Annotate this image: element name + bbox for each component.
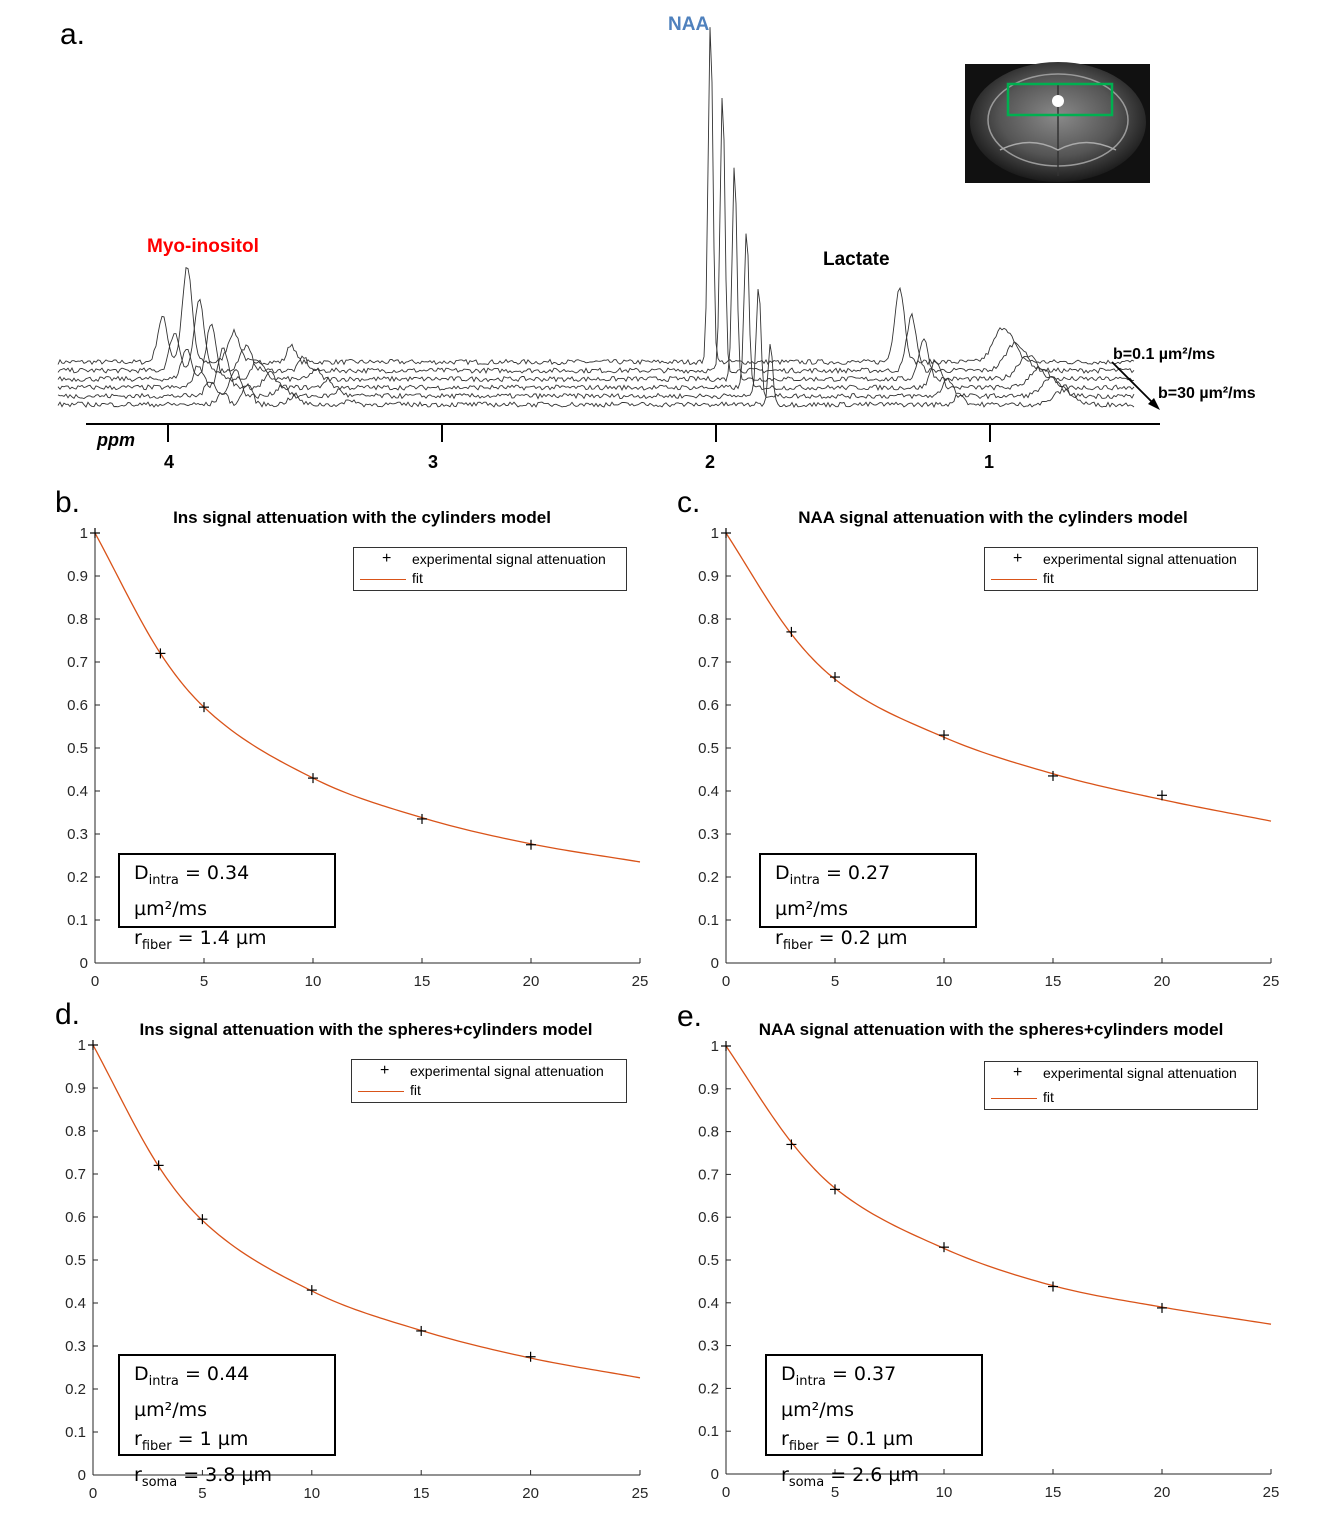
legend-text: experimental signal attenuation — [410, 1063, 604, 1079]
y-tick-label: 0.2 — [698, 1380, 719, 1398]
y-tick-label: 0.7 — [698, 1166, 719, 1184]
peak-label-myo-inositol: Myo-inositol — [147, 236, 259, 257]
x-tick-label: 25 — [631, 973, 649, 990]
y-tick-label: 1 — [710, 1038, 719, 1055]
x-tick-label: 20 — [1153, 1484, 1171, 1501]
y-tick-label: 0.5 — [65, 1252, 86, 1269]
plus-marker-icon: + — [1013, 550, 1023, 567]
x-tick-label: 25 — [1262, 973, 1280, 990]
peak-label-naa: NAA — [668, 14, 710, 35]
y-tick-label: 1 — [79, 525, 88, 542]
y-tick-label: 0.7 — [65, 1166, 86, 1183]
legend-entry-points — [985, 1064, 1257, 1084]
panel-letter: c. — [677, 486, 701, 519]
x-tick-label: 0 — [721, 973, 731, 990]
x-tick-label: 5 — [198, 1485, 207, 1502]
x-tick-label: 20 — [1153, 973, 1171, 990]
y-tick-label: 0.5 — [67, 740, 88, 757]
y-tick-label: 0.1 — [67, 912, 88, 929]
x-tick-label: 15 — [1044, 1484, 1062, 1501]
y-tick-label: 0.2 — [67, 869, 88, 886]
y-tick-label: 1 — [77, 1037, 86, 1054]
y-tick-label: 1 — [710, 525, 719, 542]
x-tick-label: 0 — [721, 1484, 731, 1501]
y-tick-label: 0.8 — [65, 1123, 86, 1140]
parameter-line: $r_{soma} = 2.6$ µm — [781, 1463, 920, 1490]
x-tick-label: 0 — [90, 973, 100, 990]
panel-letter: b. — [55, 486, 81, 519]
y-tick-label: 0.8 — [67, 611, 88, 628]
y-tick-label: 0.6 — [698, 1209, 719, 1227]
x-tick-label: 10 — [303, 1485, 321, 1502]
legend-text: experimental signal attenuation — [412, 551, 606, 567]
chart-title: Ins signal attenuation with the spheres+cylinders model — [139, 1020, 593, 1039]
y-tick-label: 0.2 — [65, 1381, 86, 1398]
chart-title: Ins signal attenuation with the cylinders model — [173, 508, 551, 527]
parameter-line: $D_{intra} = 0.37$ µm²/ms — [781, 1363, 897, 1421]
data-point — [1157, 1303, 1167, 1313]
y-tick-label: 0.8 — [698, 1123, 719, 1141]
y-tick-label: 0.2 — [698, 869, 719, 886]
y-tick-label: 0.7 — [67, 654, 88, 671]
x-tick-label: 10 — [304, 973, 322, 990]
plus-marker-icon: + — [380, 1062, 390, 1079]
b-value-bottom-label: b=30 µm²/ms — [1158, 385, 1256, 402]
ppm-tick-label: 3 — [428, 452, 439, 472]
y-tick-label: 0.4 — [698, 783, 719, 800]
plus-marker-icon: + — [382, 550, 392, 567]
x-tick-label: 0 — [88, 1485, 98, 1502]
y-tick-label: 0.1 — [698, 912, 719, 929]
y-tick-label: 0 — [710, 1466, 719, 1483]
parameter-line: $D_{intra} = 0.34$ µm²/ms — [134, 862, 250, 920]
legend-text: experimental signal attenuation — [1043, 551, 1237, 567]
parameter-line: $r_{fiber} = 0.2$ µm — [775, 926, 908, 953]
y-tick-label: 0.7 — [698, 654, 719, 671]
x-tick-label: 15 — [412, 1485, 430, 1502]
y-tick-label: 0 — [77, 1467, 86, 1484]
peak-label-lactate: Lactate — [823, 249, 890, 270]
y-tick-label: 0.4 — [67, 783, 88, 800]
legend-text: experimental signal attenuation — [1043, 1065, 1237, 1081]
y-tick-label: 0.9 — [65, 1080, 86, 1097]
legend-text: fit — [412, 570, 423, 586]
line-swatch-icon — [991, 1098, 1037, 1099]
x-tick-label: 25 — [1262, 1484, 1280, 1501]
y-tick-label: 0.1 — [698, 1423, 719, 1441]
y-tick-label: 0.5 — [698, 1252, 719, 1269]
y-tick-label: 0.9 — [698, 568, 719, 585]
y-tick-label: 0.6 — [698, 697, 719, 714]
parameter-box — [765, 1354, 983, 1490]
panel-letter: d. — [55, 998, 81, 1031]
parameter-line: $r_{fiber} = 0.1$ µm — [781, 1427, 914, 1454]
y-tick-label: 0.3 — [65, 1338, 86, 1355]
x-tick-label: 25 — [631, 1485, 649, 1502]
x-tick-label: 15 — [413, 973, 431, 990]
parameter-line: $r_{soma} = 3.8$ µm — [134, 1463, 273, 1490]
parameter-line: $r_{fiber} = 1.4$ µm — [134, 926, 267, 953]
x-tick-label: 10 — [935, 973, 953, 990]
y-tick-label: 0.3 — [698, 826, 719, 843]
y-tick-label: 0.4 — [698, 1294, 719, 1312]
ppm-tick-label: 2 — [705, 452, 716, 472]
y-tick-label: 0.1 — [65, 1424, 86, 1441]
ppm-tick-label: 1 — [984, 452, 995, 472]
ppm-tick-label: 4 — [164, 452, 175, 472]
y-tick-label: 0 — [79, 955, 88, 972]
ppm-axis-label: ppm — [97, 430, 135, 450]
parameter-line: $D_{intra} = 0.27$ µm²/ms — [775, 862, 891, 920]
legend-text: fit — [410, 1082, 421, 1098]
chart-title: NAA signal attenuation with the spheres+cylinders model — [758, 1020, 1224, 1039]
y-tick-label: 0.9 — [67, 568, 88, 585]
data-point — [1048, 1282, 1058, 1292]
legend-text: fit — [1043, 1089, 1054, 1105]
y-tick-label: 0.8 — [698, 611, 719, 628]
x-tick-label: 15 — [1044, 973, 1062, 990]
x-tick-label: 5 — [199, 973, 209, 990]
b-value-top-label: b=0.1 µm²/ms — [1113, 346, 1216, 363]
y-tick-label: 0.6 — [67, 697, 88, 714]
parameter-line: $D_{intra} = 0.44$ µm²/ms — [134, 1363, 250, 1421]
x-tick-label: 5 — [830, 1484, 840, 1501]
legend-entry-fit — [985, 1088, 1257, 1108]
y-tick-label: 0.9 — [698, 1080, 719, 1098]
data-point — [786, 1139, 796, 1149]
data-point — [721, 1041, 731, 1051]
y-tick-label: 0.6 — [65, 1209, 86, 1226]
x-tick-label: 10 — [935, 1484, 953, 1501]
legend — [984, 1061, 1258, 1110]
x-tick-label: 20 — [522, 1485, 539, 1502]
x-tick-label: 5 — [830, 973, 840, 990]
panel-letter: e. — [677, 1000, 703, 1033]
chart-title: NAA signal attenuation with the cylinders model — [798, 508, 1188, 527]
y-tick-label: 0 — [710, 955, 719, 972]
legend-text: fit — [1043, 570, 1054, 586]
panel-letter-a: a. — [60, 18, 86, 51]
y-tick-label: 0.3 — [67, 826, 88, 843]
y-tick-label: 0.4 — [65, 1295, 86, 1312]
y-tick-label: 0.5 — [698, 740, 719, 757]
x-tick-label: 20 — [522, 973, 540, 990]
plus-marker-icon: + — [1013, 1064, 1023, 1081]
y-tick-label: 0.3 — [698, 1337, 719, 1355]
parameter-line: $r_{fiber} = 1$ µm — [134, 1427, 249, 1454]
